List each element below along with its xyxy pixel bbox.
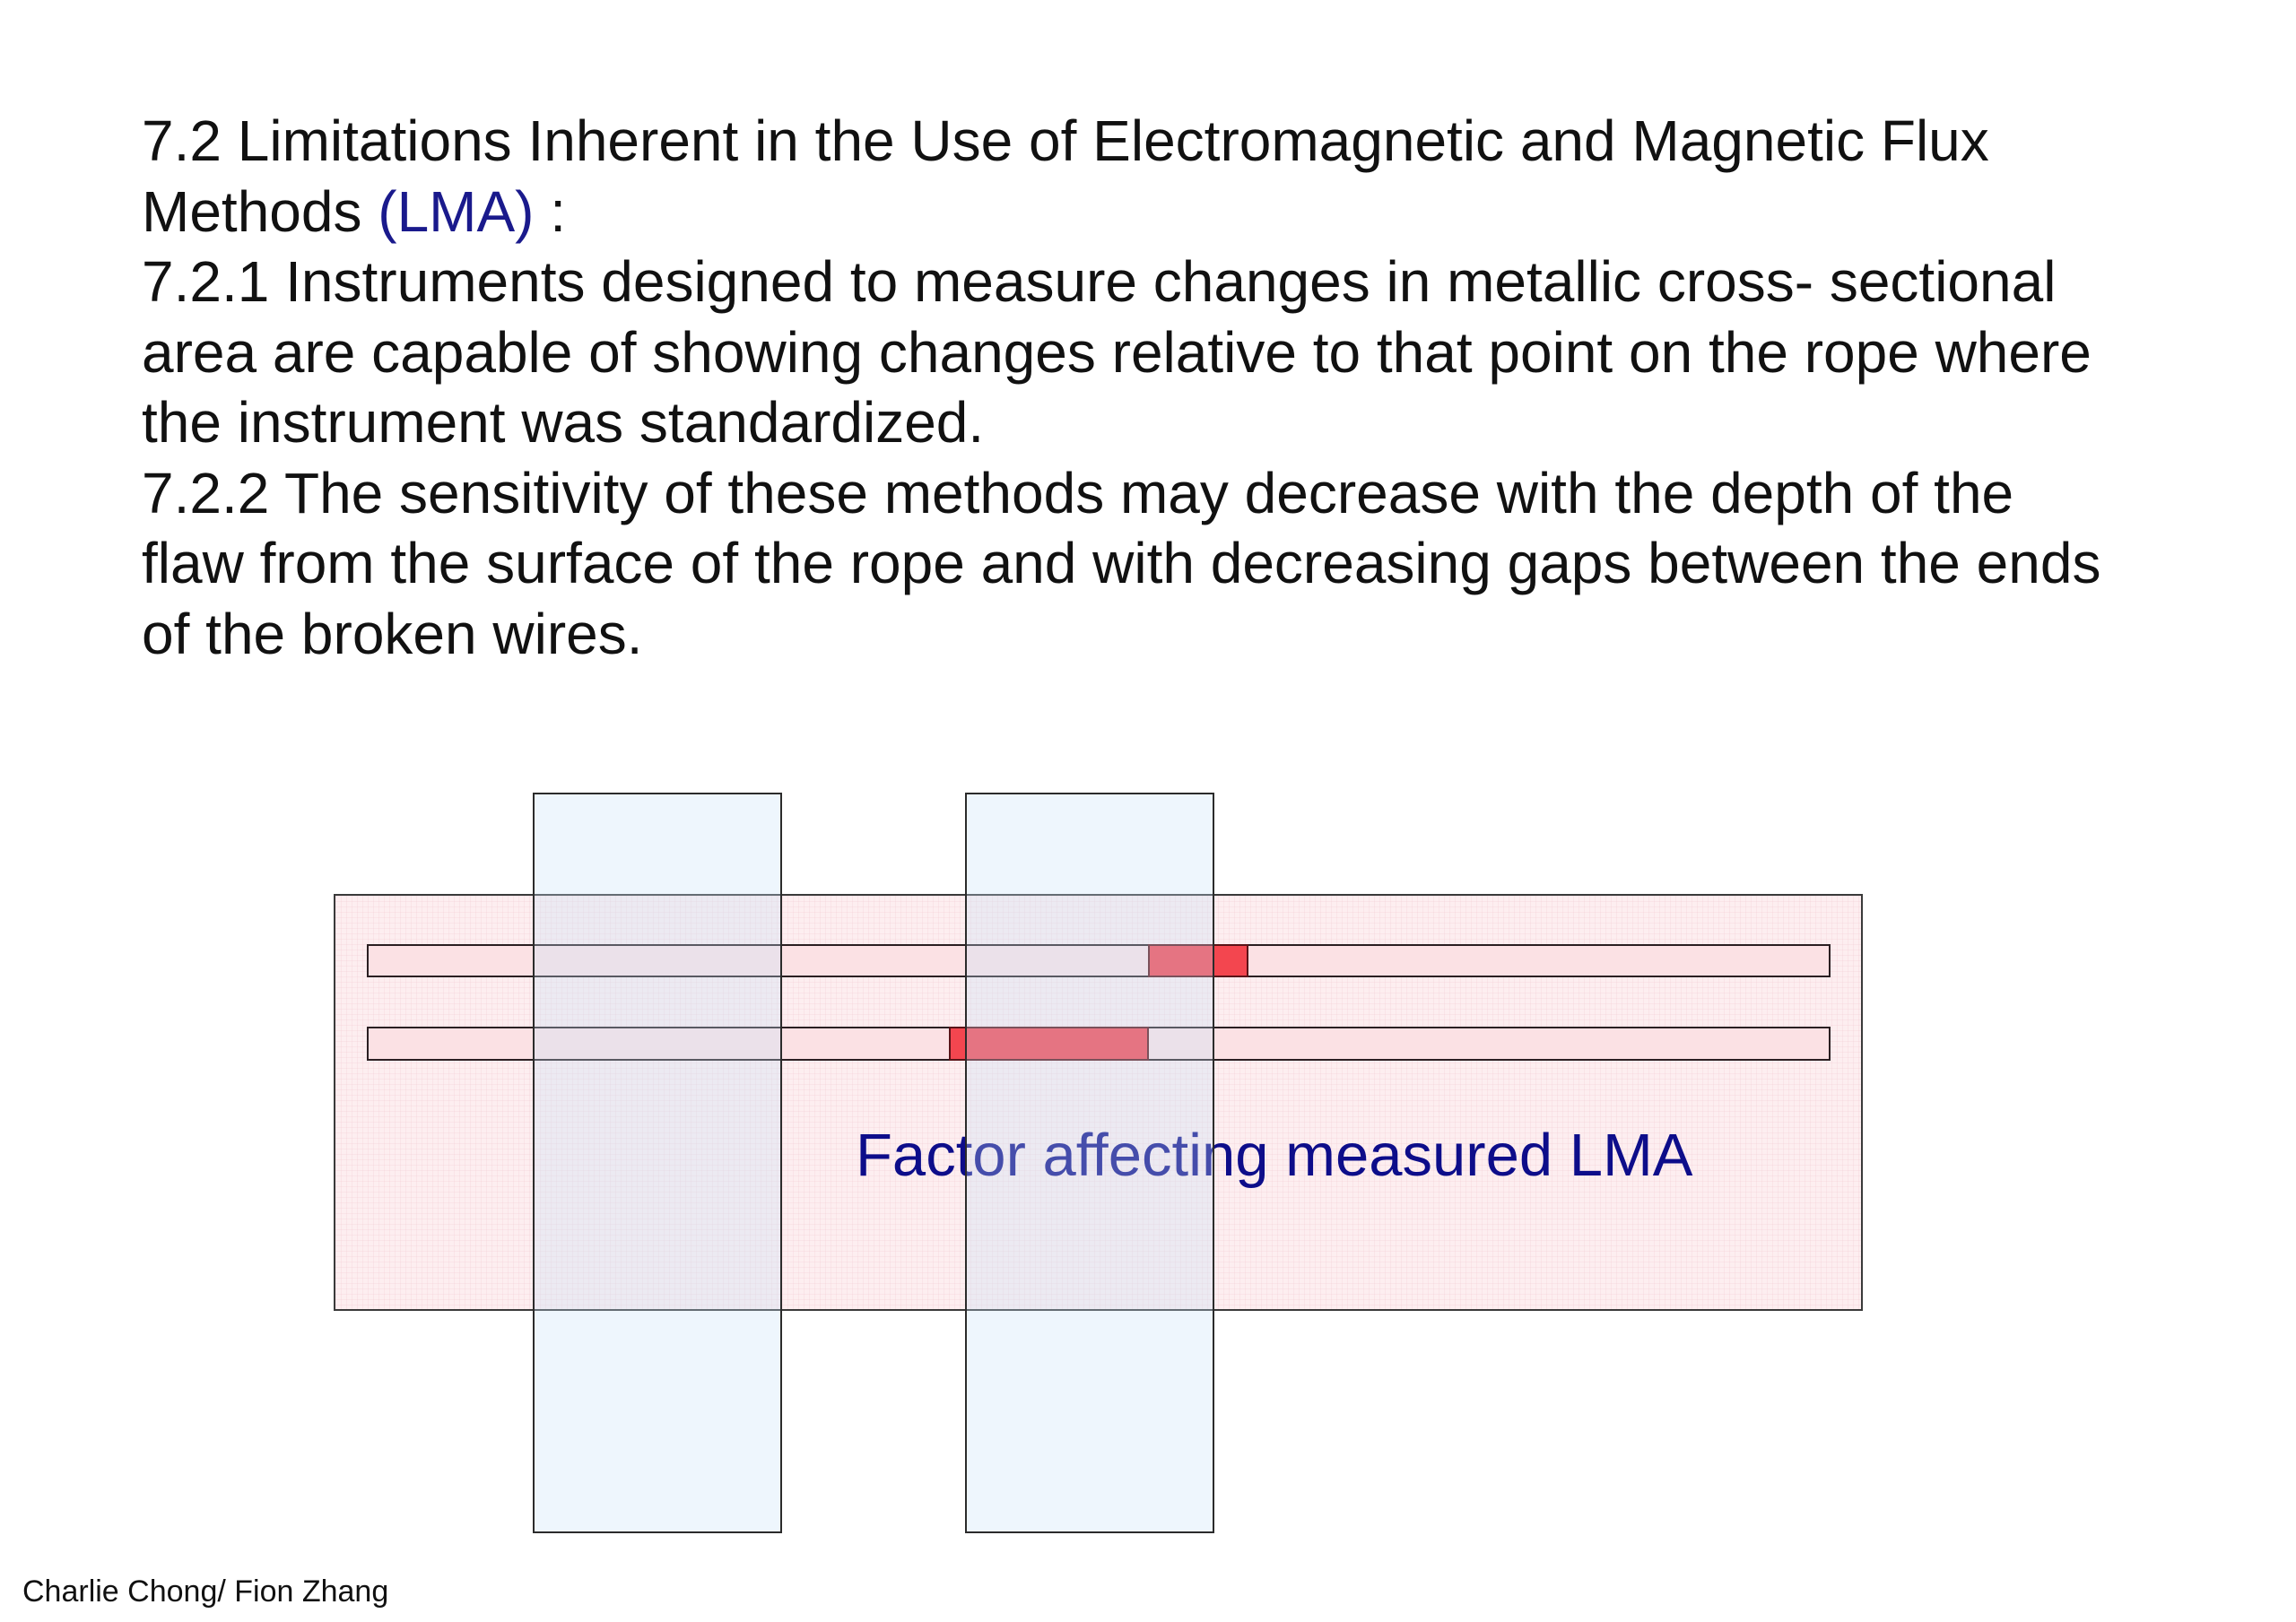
heading-suffix: : [534,178,567,244]
sensor-coil-2 [965,793,1214,1533]
heading-prefix: Methods [142,178,378,244]
sensor-coil-1 [533,793,782,1533]
paragraph-1-line-1: 7.2.1 Instruments designed to measure changes in metallic cross- sectional [142,249,2057,314]
paragraph-2-line-2: flaw from the surface of the rope and with decreasing gaps between the ends [142,531,2101,595]
paragraph-2-line-3: of the broken wires. [142,601,643,666]
heading-line-1: 7.2 Limitations Inherent in the Use of Electromagnetic and Magnetic Flux [142,108,1989,173]
paragraph-1-line-2: area are capable of showing changes relative to that point on the rope where [142,319,2092,385]
diagram-label: Factor affecting measured LMA [856,1122,1693,1189]
paragraph-1-line-3: the instrument was standardized. [142,390,985,455]
paragraph-2-line-1: 7.2.2 The sensitivity of these methods may decrease with the depth of the [142,460,2014,525]
lma-abbreviation: (LMA) [378,178,535,244]
footer-credit: Charlie Chong/ Fion Zhang [22,1574,389,1609]
